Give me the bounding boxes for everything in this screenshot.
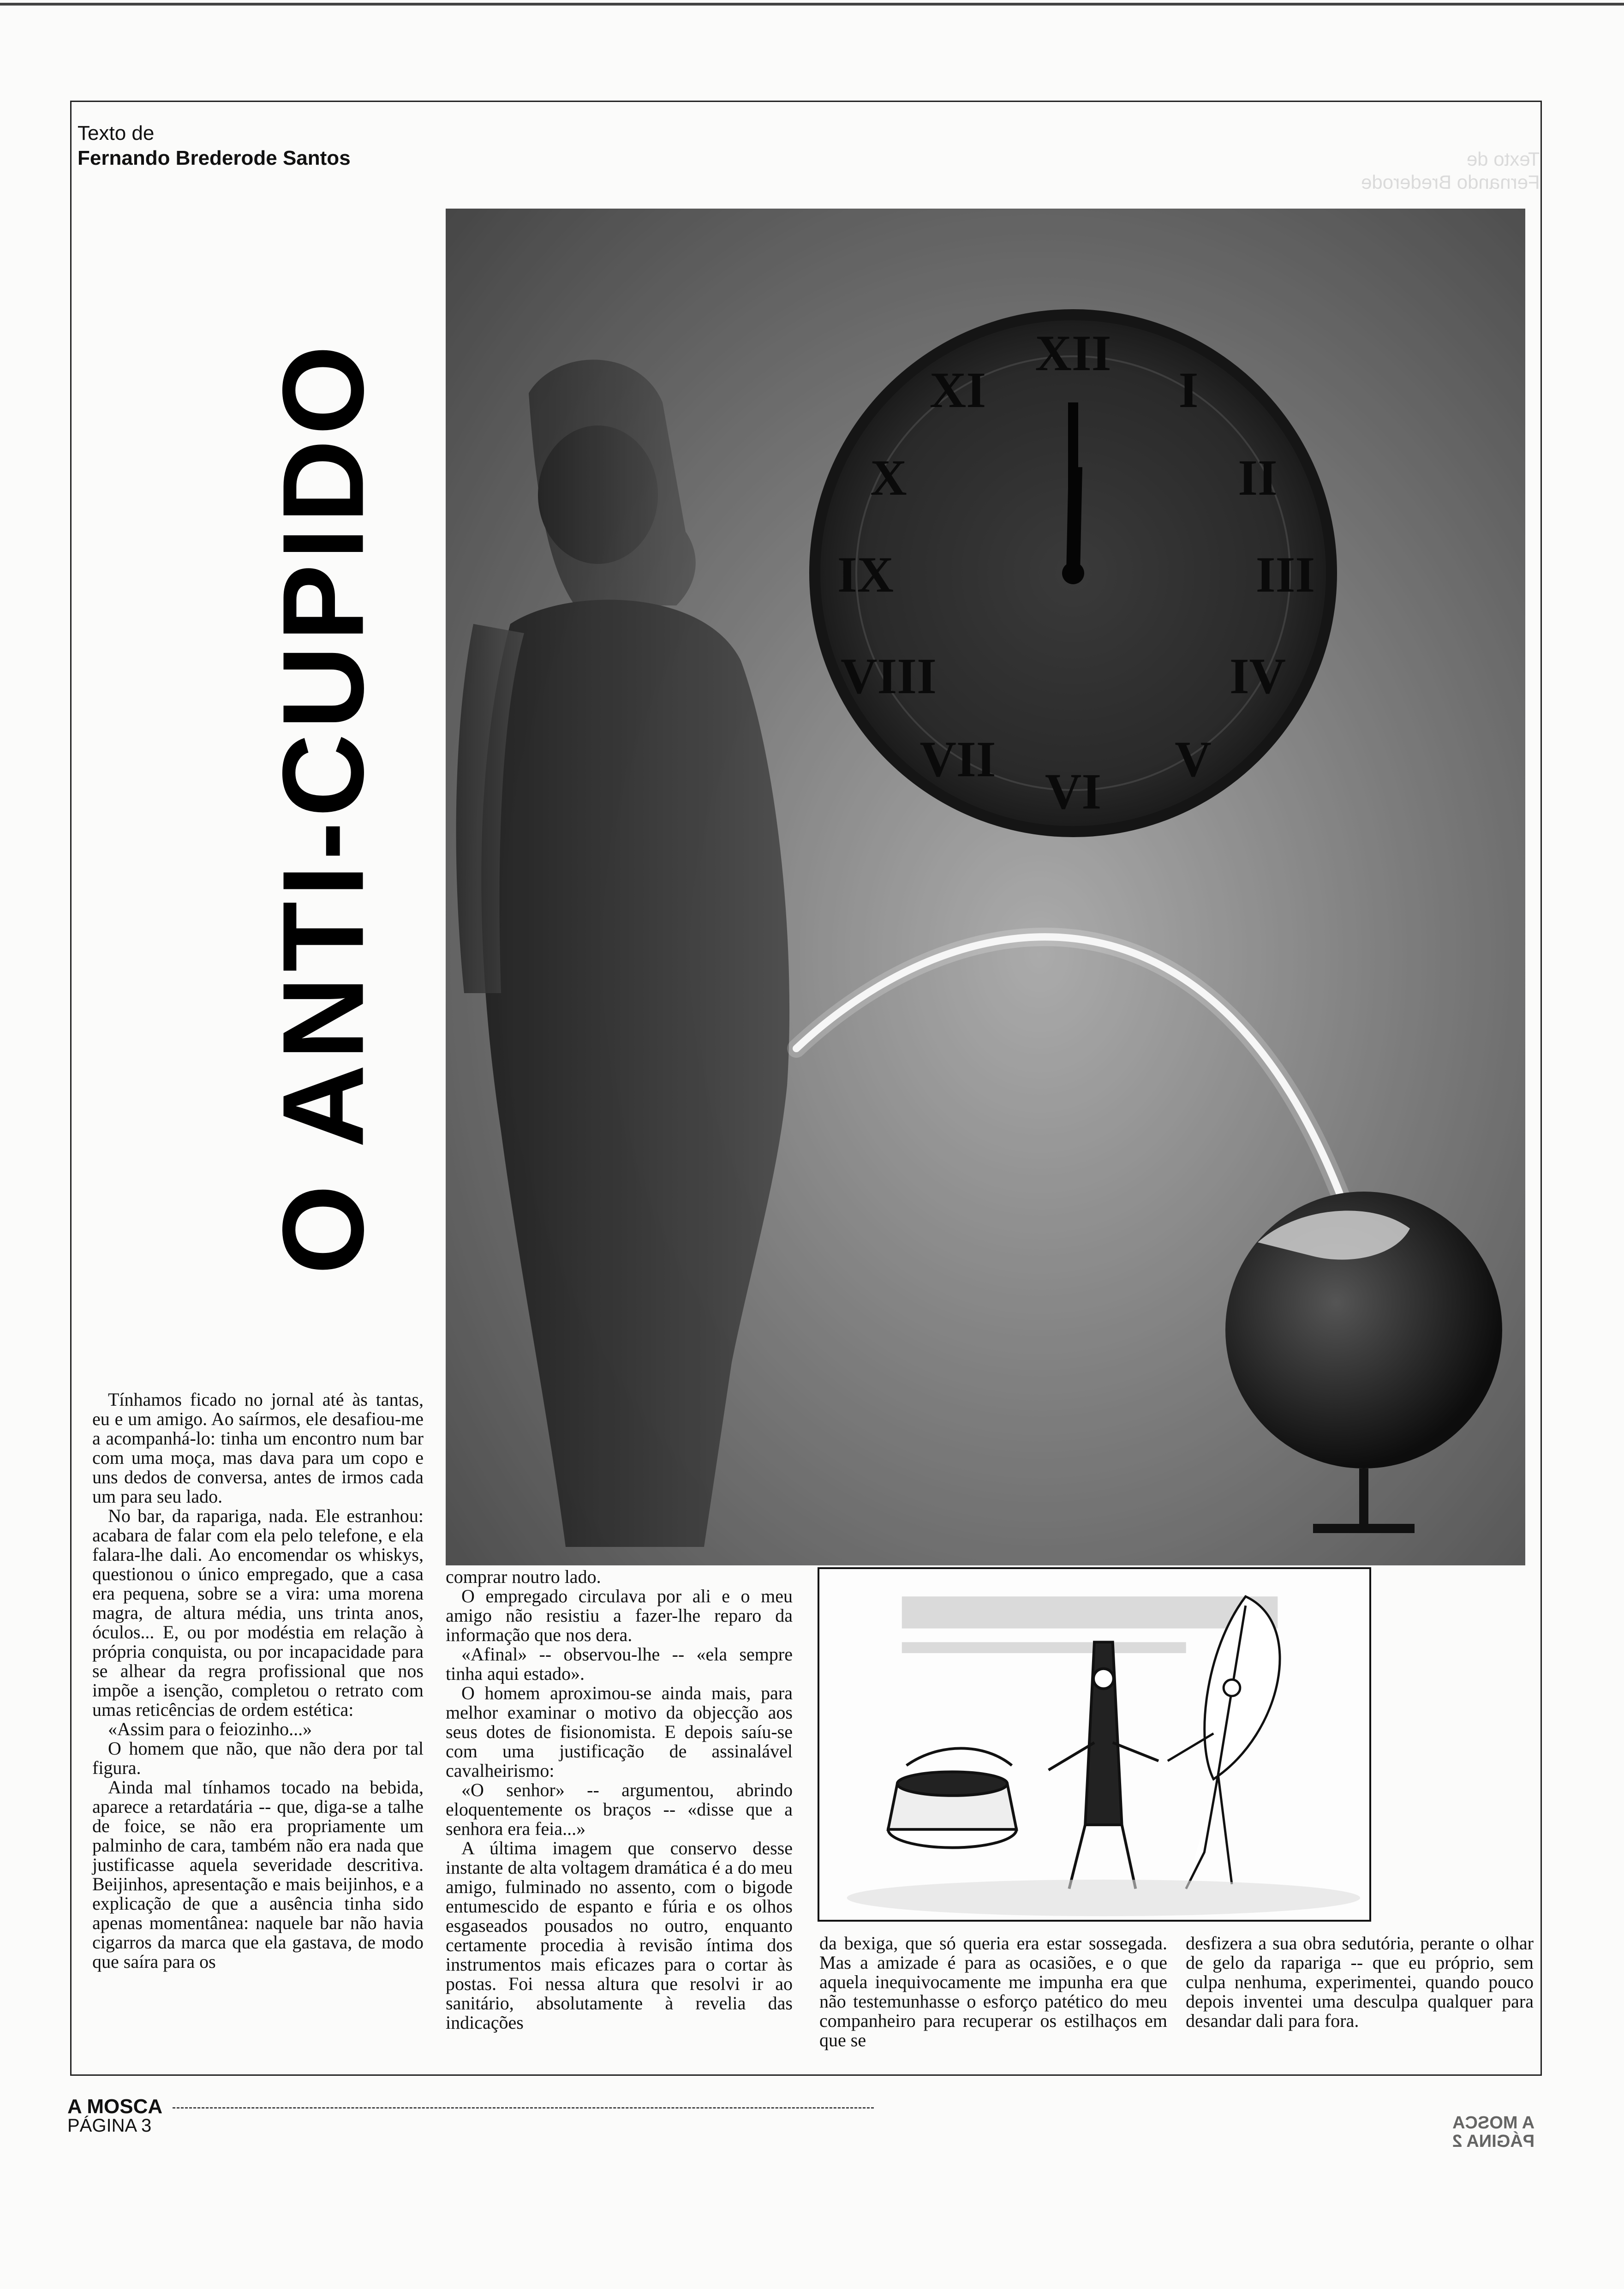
svg-text:VII: VII — [919, 731, 996, 787]
svg-text:II: II — [1238, 449, 1278, 506]
article-column-4 — [1186, 1934, 1534, 2031]
quill-figure — [1168, 1596, 1280, 1888]
wall-clock — [815, 315, 1331, 832]
pen-figure — [1049, 1642, 1158, 1888]
svg-text:XI: XI — [929, 362, 986, 418]
paragraph: «Afinal» -- observou-lhe -- «ela sempre tinha aqui estado». — [446, 1644, 793, 1684]
bleed-through-text — [1361, 148, 1540, 194]
photo-graphic — [446, 209, 1525, 1565]
pen-and-quill-cartoon — [818, 1567, 1371, 1922]
article-column-3 — [819, 1934, 1167, 2050]
paragraph: O homem aproximou-se ainda mais, para melhor examinar o motivo da objecção aos seus dotes de fisionomista. E depois saíu-se com uma justificação de assinalável cavalheirismo: — [446, 1683, 793, 1781]
paragraph: Tínhamos ficado no jornal até às tantas, eu e um amigo. Ao saírmos, ele desafiou-me a acompanhá-lo: tinha um encontro num bar com uma moça, mas dava para um copo e uns dedos de conversa, antes de irmos cada um para seu lado. — [92, 1389, 424, 1507]
svg-text:IV: IV — [1229, 648, 1286, 704]
paragraph: Ainda mal tínhamos tocado na bebida, aparece a retardatária -- que, diga-se a talhe de foice, se não era propriamente um palminho de cara, também não era nada que justificasse aquela severidade descritiva. Beijinhos, apresentação e mais beijinhos, e a explicação de que a ausência tinha sido apenas momentânea: naquele bar não havia cigarros da marca que ela gastava, de modo que saíra para os — [92, 1777, 424, 1972]
mirrored-footer — [1452, 2114, 1534, 2151]
mirrored-page: PÁGINA 2 — [1452, 2132, 1534, 2151]
paragraph: O homem que não, que não dera por tal figura. — [92, 1738, 424, 1778]
svg-text:VI: VI — [1045, 763, 1102, 820]
svg-text:III: III — [1255, 546, 1315, 603]
article-column-1 — [92, 1390, 424, 1971]
footer-brand: A MOSCA — [67, 2095, 163, 2118]
svg-text:XII: XII — [1035, 325, 1111, 381]
top-edge-line — [0, 3, 1624, 6]
svg-text:IX: IX — [837, 546, 894, 603]
svg-text:VIII: VIII — [841, 648, 937, 704]
inkwell — [888, 1748, 1016, 1847]
headline: O ANTI-CUPIDO — [258, 341, 388, 1275]
paragraph: desfizera a sua obra sedutória, perante o olhar de gelo da rapariga -- que eu próprio, sem culpa nenhuma, experimentei, quando pouco depois inventei uma desculpa qualquer para desandar dali para fora. — [1186, 1933, 1534, 2031]
paragraph: A última imagem que conservo desse instante de alta voltagem dramática é a do meu amigo, fulminado no assento, com o bigode entumescido de espanto e fúria e os olhos esgaseados pousados no outro, enquanto certamente procedia à revisão íntima dos instrumentos mais eficazes para o cortar às postas. Foi nessa altura que resolvi ir ao sanitário, absolutamente à revelia das indicações — [446, 1838, 793, 2033]
byline-label: Texto de — [78, 122, 155, 144]
paragraph: O empregado circulava por ali e o meu amigo não resistiu a fazer-lhe reparo da informação que nos dera. — [446, 1586, 793, 1645]
paragraph: «Assim para o feiozinho...» — [108, 1719, 312, 1739]
footer-dashed-rule — [173, 2107, 874, 2109]
svg-text:X: X — [870, 449, 907, 506]
paragraph: «O senhor» -- argumentou, abrindo eloquentemente os braços -- «disse que a senhora era feia...» — [446, 1780, 793, 1839]
byline-author: Fernando Brederode Santos — [78, 147, 351, 169]
footer-page-number: PÁGINA 3 — [67, 2115, 152, 2136]
article-column-2 — [446, 1567, 793, 2032]
svg-text:I: I — [1178, 362, 1199, 418]
headline-container — [240, 240, 406, 1375]
svg-text:V: V — [1175, 731, 1212, 787]
mirrored-brand: A MOSCA — [1452, 2113, 1534, 2133]
page-footer — [67, 2095, 1544, 2151]
shadow — [847, 1880, 1361, 1916]
bleed-through-line: Fernando Brederode — [1361, 171, 1540, 193]
paragraph: da bexiga, que só queria era estar sossegada. Mas a amizade é para as ocasiões, e o que aquela inequivocamente me impunha era que não testemunhasse o esforço patético do meu companheiro para recuperar os estilhaços em que se — [819, 1933, 1167, 2050]
cartoon-graphic — [819, 1569, 1369, 1920]
byline — [78, 121, 351, 171]
paragraph: comprar noutro lado. — [446, 1566, 601, 1587]
bleed-through-line: Texto de — [1466, 148, 1540, 170]
paragraph: No bar, da rapariga, nada. Ele estranhou: acabara de falar com ela pelo telefone, e ela falara-lhe dali. Ao encomendar os whiskys, questionou o único empregado, que a casa era pequena, sobre se a vira: uma morena magra, de altura média, uns trinta anos, óculos... E, ou por modéstia em relação à própria conquista, ou por incapacidade para se alhear da regra profissional que nos impõe a isenção, completou o retrato com umas reticências de ordem estética: — [92, 1505, 424, 1720]
statue-clock-globe-photo — [446, 209, 1525, 1565]
